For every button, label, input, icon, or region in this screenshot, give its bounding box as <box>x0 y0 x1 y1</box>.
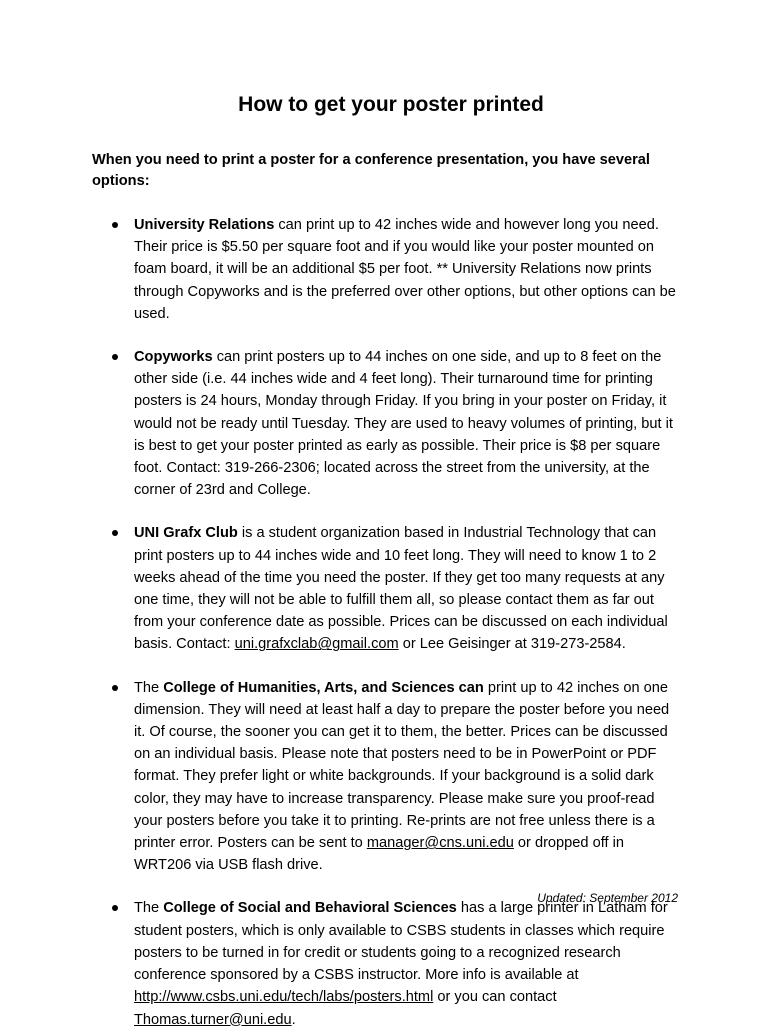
option-name: College of Social and Behavioral Sciences <box>163 900 457 917</box>
options-list <box>94 214 680 1031</box>
grafx-email-link[interactable]: uni.grafxclab@gmail.com <box>234 636 399 653</box>
bullet-icon <box>112 530 118 536</box>
list-item-university-relations <box>94 214 680 325</box>
bullet-icon <box>112 354 118 360</box>
option-description: has a large printer in Latham for student posters, which is only available to CSBS students in classes which require posters to be turned in for credit or students going to a recognized research conference sponsored by a CSBS instructor. More info is available at <box>134 900 668 984</box>
option-prefix: The <box>134 679 164 696</box>
option-description-continued: or Lee Geisinger at 319-273-2584. <box>398 636 626 653</box>
bullet-icon <box>112 222 118 228</box>
updated-date: Updated: September 2012 <box>537 891 678 905</box>
option-name: Copyworks <box>134 349 213 366</box>
option-description: is a student organization based in Industrial Technology that can print posters up to 44 inches wide and 10 feet long. They will need to know 1 to 2 weeks ahead of the time you need the poster. If they get too many requests at any one time, they will not be able to fulfill them all, so please contact them as far out from your conference date as possible. Prices can be discussed on each individual basis. Contact: <box>134 525 668 653</box>
list-item-chas <box>94 677 680 877</box>
csbs-email-link[interactable]: Thomas.turner@uni.edu <box>134 1011 292 1028</box>
option-description: can print posters up to 44 inches on one side, and up to 8 feet on the other side (i.e. 44 inches wide and 4 feet long). Their turnaround time for printing posters is 24 hours, Monday through Friday. If you bring in your poster on Friday, it would not be ready until Tuesday. They are used to heavy volumes of printing, but it is best to get your poster printed as early as possible. Their price is $8 per square foot. Contact: 319-266-2306; located across the street from the university, at the corner of 23rd and College. <box>134 349 673 499</box>
option-description-end: . <box>291 1011 296 1028</box>
option-name: UNI Grafx Club <box>134 525 238 542</box>
csbs-posters-link[interactable]: http://www.csbs.uni.edu/tech/labs/posters.html <box>134 989 434 1006</box>
option-name: College of Humanities, Arts, and Sciences can <box>163 679 484 696</box>
option-prefix: The <box>134 900 164 917</box>
bullet-icon <box>112 685 118 691</box>
list-item-csbs <box>94 897 680 1030</box>
list-item-copyworks <box>94 346 680 501</box>
intro-text: When you need to print a poster for a conference presentation, you have several options: <box>92 152 650 189</box>
chas-email-link[interactable]: manager@cns.uni.edu <box>366 835 514 852</box>
option-description: print up to 42 inches on one dimension. They will need at least half a day to prepare the poster before you need it. Of course, the sooner you can get it to them, the better. Prices can be discussed on an individual basis. Please note that posters need to be in PowerPoint or PDF format. They prefer light or white backgrounds. If your background is a solid dark color, they may have to increase transparency. Please make sure you proof-read your posters before you take it to printing. Re-prints are not free unless there is a printer error. Posters can be sent to <box>134 679 670 852</box>
option-description-continued: or you can contact <box>433 989 557 1006</box>
list-item-grafx-club <box>94 522 680 655</box>
option-description: can print up to 42 inches wide and however long you need. Their price is $5.50 per square foot and if you would like your poster mounted on foam board, it will be an additional $5 per foot. ** University Relations now prints through Copyworks and is the preferred over other options, but other options can be used. <box>134 217 676 322</box>
page-title: How to get your poster printed <box>238 93 544 116</box>
bullet-icon <box>112 905 118 911</box>
option-name: University Relations <box>134 217 275 233</box>
option-description-continued: or dropped off in WRT206 via USB flash drive. <box>134 835 624 874</box>
